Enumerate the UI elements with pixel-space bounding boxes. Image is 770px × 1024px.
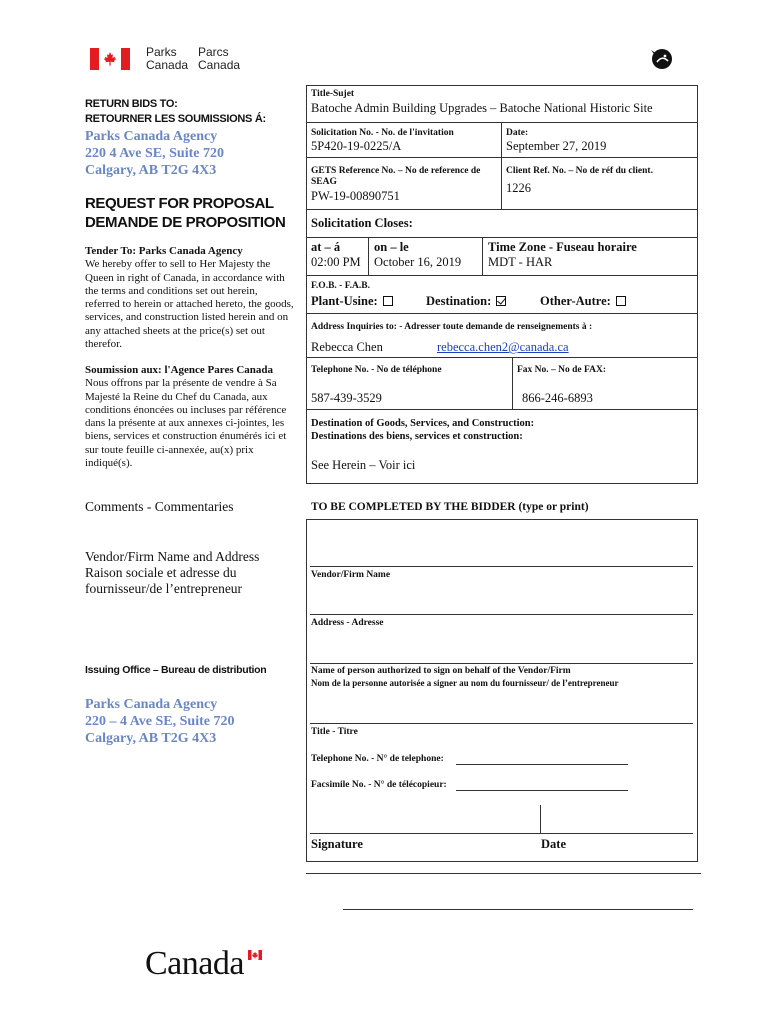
client-ref-label: Client Ref. No. – No de réf du client. (506, 166, 653, 176)
date-sign-label: Date (541, 837, 566, 851)
destination-goods-label: Destination of Goods, Services, and Construction: (311, 418, 535, 429)
fax-label: Fax No. – No de FAX: (517, 365, 607, 375)
authorized-person-label-fr: Nom de la personne autorisée a signer au nom du fournisseur/ de l’entrepreneur (311, 678, 619, 688)
date-label: Date: (506, 128, 529, 138)
authorized-person-label: Name of person authorized to sign on behalf of the Vendor/Firm (311, 666, 571, 676)
gets-ref-value: PW-19-00890751 (311, 189, 400, 203)
tender-en: Tender To: Parks Canada Agency We hereby offer to sell to Her Majesty the Queen in right of Canada, in accordance with the terms and conditions set out herein, referred to herein or attached hereto, the goods, services, and construction listed herein and on any attached sheets at the price(s) set out therefor. (85, 245, 294, 351)
title-value: Batoche Admin Building Upgrades – Batoche National Historic Site (311, 101, 653, 115)
telephone-label: Telephone No. - No de téléphone (311, 365, 442, 375)
date-value: September 27, 2019 (506, 139, 607, 153)
rfp-title: REQUEST FOR PROPOSAL DEMANDE DE PROPOSITION (85, 195, 286, 231)
bidder-facsimile-field[interactable] (456, 790, 628, 791)
vendor-name-field[interactable] (310, 566, 693, 567)
contact-name: Rebecca Chen (311, 340, 383, 354)
comments-label: Comments - Commentaries (85, 499, 234, 514)
bidder-telephone-label: Telephone No. - N° de telephone: (311, 754, 444, 764)
closes-at-label: at – á (311, 240, 341, 254)
plant-usine-option: Plant-Usine: (311, 294, 393, 309)
bidder-telephone-field[interactable] (456, 764, 628, 765)
logo-text-fr: Parcs Canada (198, 45, 241, 72)
destination-option: Destination: (426, 294, 506, 309)
return-bids-label-fr: RETOURNER LES SOUMISSIONS Á: (85, 113, 266, 125)
fob-label: F.O.B. - F.A.B. (311, 281, 370, 291)
see-herein-value: See Herein – Voir ici (311, 458, 416, 472)
solicitation-no-label: Solicitation No. - No. de l'invitation (311, 128, 454, 138)
closes-on-value: October 16, 2019 (374, 255, 462, 269)
return-address: Parks Canada Agency 220 4 Ave SE, Suite 720 Calgary, AB T2G 4X3 (85, 129, 224, 178)
canada-wordmark-flag-icon (248, 950, 262, 960)
return-bids-label: RETURN BIDS TO: (85, 98, 178, 110)
issuing-address: Parks Canada Agency 220 – 4 Ave SE, Suite 720 Calgary, AB T2G 4X3 (85, 697, 235, 746)
vendor-name-label: Vendor/Firm Name (311, 570, 391, 580)
destination-checkbox[interactable] (496, 296, 506, 306)
logo-text-en: Parks Canada (146, 45, 189, 72)
address-field[interactable] (310, 614, 693, 615)
authorized-person-field[interactable] (310, 663, 693, 664)
contact-email-link[interactable]: rebecca.chen2@canada.ca (437, 340, 569, 354)
plant-usine-checkbox[interactable] (383, 296, 393, 306)
other-autre-checkbox[interactable] (616, 296, 626, 306)
signature-label: Signature (311, 837, 363, 851)
title-field-label: Title - Titre (311, 727, 358, 737)
closes-at-value: 02:00 PM (311, 255, 361, 269)
signature-date-line[interactable] (310, 833, 693, 834)
parks-beaver-logo-icon (648, 44, 674, 70)
divider (306, 873, 701, 874)
tender-fr: Soumission aux: l'Agence Pares Canada Nous offrons par la présente de vendre à Sa Majesté la Reine du Chef du Canada, aux conditions énoncées ou incluses par référence dans la présente at aux annexes ci-jointes, les biens, services et construction énumérés ici et sur toute feuille ci-annexée, au(x) prix indiqué(s). (85, 364, 287, 470)
telephone-value: 587-439-3529 (311, 391, 382, 405)
canada-flag-icon (90, 48, 130, 70)
client-ref-value: 1226 (506, 181, 531, 195)
vendor-address-label: Vendor/Firm Name and Address Raison sociale et adresse du fournisseur/de l’entrepreneur (85, 549, 260, 596)
title-field[interactable] (310, 723, 693, 724)
fax-value: 866-246-6893 (522, 391, 593, 405)
solicitation-closes-label: Solicitation Closes: (311, 216, 413, 230)
issuing-office-label: Issuing Office – Bureau de distribution (85, 664, 267, 676)
address-label: Address - Adresse (311, 618, 384, 628)
other-autre-option: Other-Autre: (540, 294, 626, 309)
canada-wordmark: Canada (145, 945, 244, 982)
time-zone-label: Time Zone - Fuseau horaire (488, 240, 637, 254)
bidder-heading: TO BE COMPLETED BY THE BIDDER (type or print) (311, 501, 589, 513)
gets-ref-label: GETS Reference No. – No de reference de (311, 166, 481, 176)
divider (343, 909, 693, 910)
bidder-facsimile-label: Facsimile No. - N° de télécopieur: (311, 780, 447, 790)
address-inquiries-label: Address Inquiries to: - Adresser toute demande de renseignements à : (311, 322, 593, 332)
title-label: Title-Sujet (311, 89, 355, 99)
destination-goods-label-fr: Destinations des biens, services et construction: (311, 431, 523, 442)
closes-on-label: on – le (374, 240, 409, 254)
gets-ref-label-2: SEAG (311, 177, 337, 187)
solicitation-no-value: 5P420-19-0225/A (311, 139, 402, 153)
time-zone-value: MDT - HAR (488, 255, 553, 269)
